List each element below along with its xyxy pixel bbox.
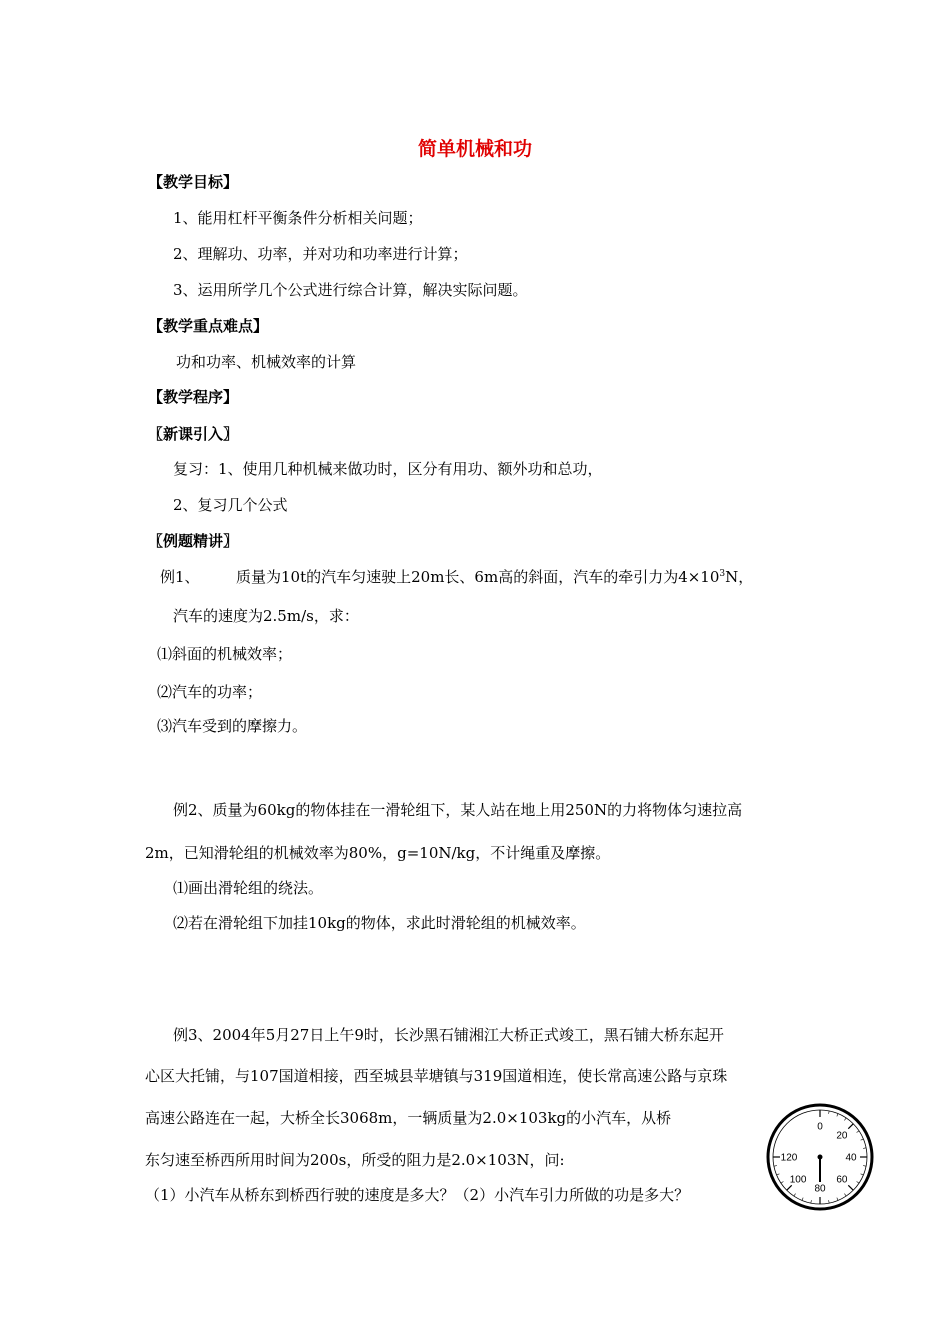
example-1-line-1-text: 质量为10t的汽车匀速驶上20m长、6m高的斜面，汽车的牵引力为4×10 — [236, 568, 720, 586]
page-title: 简单机械和功 — [417, 138, 532, 160]
example-3-line-3: 高速公路连在一起，大桥全长3068m，一辆质量为2.0×103kg的小汽车，从桥 — [145, 1109, 672, 1127]
intro-heading: 〖新课引入〗 — [148, 425, 239, 443]
speed-label: 100 — [789, 1174, 807, 1186]
objective-item-1: 1、能用杠杆平衡条件分析相关问题； — [173, 209, 423, 227]
intro-line-2: 2、复习几个公式 — [173, 496, 288, 514]
example-2-line-2: 2m，已知滑轮组的机械效率为80%，g=10N/kg，不计绳重及摩擦。 — [145, 844, 611, 862]
example-1-line-2: 汽车的速度为2.5m/s，求： — [173, 607, 359, 625]
example-1-question-2: ⑵汽车的功率； — [157, 683, 263, 701]
speed-label: 120 — [780, 1152, 798, 1164]
intro-line-1: 复习：1、使用几种机械来做功时，区分有用功、额外功和总功， — [173, 460, 603, 478]
example-3-line-4: 东匀速至桥西所用时间为200s，所受的阻力是2.0×103N，问: — [145, 1151, 565, 1169]
example-1-label: 例1、 — [160, 568, 200, 586]
speed-label: 60 — [836, 1174, 848, 1186]
example-2-question-1: ⑴画出滑轮组的绕法。 — [173, 879, 324, 897]
example-1-line-1-tail: N， — [725, 568, 754, 586]
exponent: 3 — [719, 569, 726, 579]
example-3-line-1: 例3、2004年5月27日上午9时，长沙黑石铺湘江大桥正式竣工，黑石铺大桥东起开 — [173, 1026, 724, 1044]
speedometer-figure — [764, 1102, 876, 1212]
example-3-line-5: （1）小汽车从桥东到桥西行驶的速度是多大？（2）小汽车引力所做的功是多大？ — [145, 1186, 690, 1204]
example-1-line-1 — [236, 567, 753, 587]
example-1-question-1: ⑴斜面的机械效率； — [157, 645, 293, 663]
objective-item-3: 3、运用所学几个公式进行综合计算，解决实际问题。 — [173, 281, 528, 299]
example-3-line-2: 心区大托铺，与107国道相接，西至城县苹塘镇与319国道相连，使长常高速公路与京珠 — [145, 1067, 728, 1085]
examples-heading: 〖例题精讲〗 — [148, 532, 239, 550]
objectives-heading: 【教学目标】 — [148, 173, 239, 191]
key-points-heading: 【教学重点难点】 — [148, 317, 269, 335]
objective-item-2: 2、理解功、功率，并对功和功率进行计算； — [173, 245, 468, 263]
speed-label: 20 — [836, 1130, 848, 1142]
example-2-question-2: ⑵若在滑轮组下加挂10kg的物体，求此时滑轮组的机械效率。 — [173, 914, 586, 932]
speed-label: 80 — [814, 1183, 826, 1195]
key-points-text: 功和功率、机械效率的计算 — [176, 353, 357, 371]
procedure-heading: 【教学程序】 — [148, 388, 239, 406]
speed-label: 0 — [817, 1121, 823, 1133]
speed-label: 40 — [845, 1152, 857, 1164]
speedometer-hub — [818, 1155, 823, 1160]
example-1-question-3: ⑶汽车受到的摩擦力。 — [157, 717, 308, 735]
example-2-line-1: 例2、质量为60kg的物体挂在一滑轮组下，某人站在地上用250N的力将物体匀速拉高 — [173, 801, 743, 819]
